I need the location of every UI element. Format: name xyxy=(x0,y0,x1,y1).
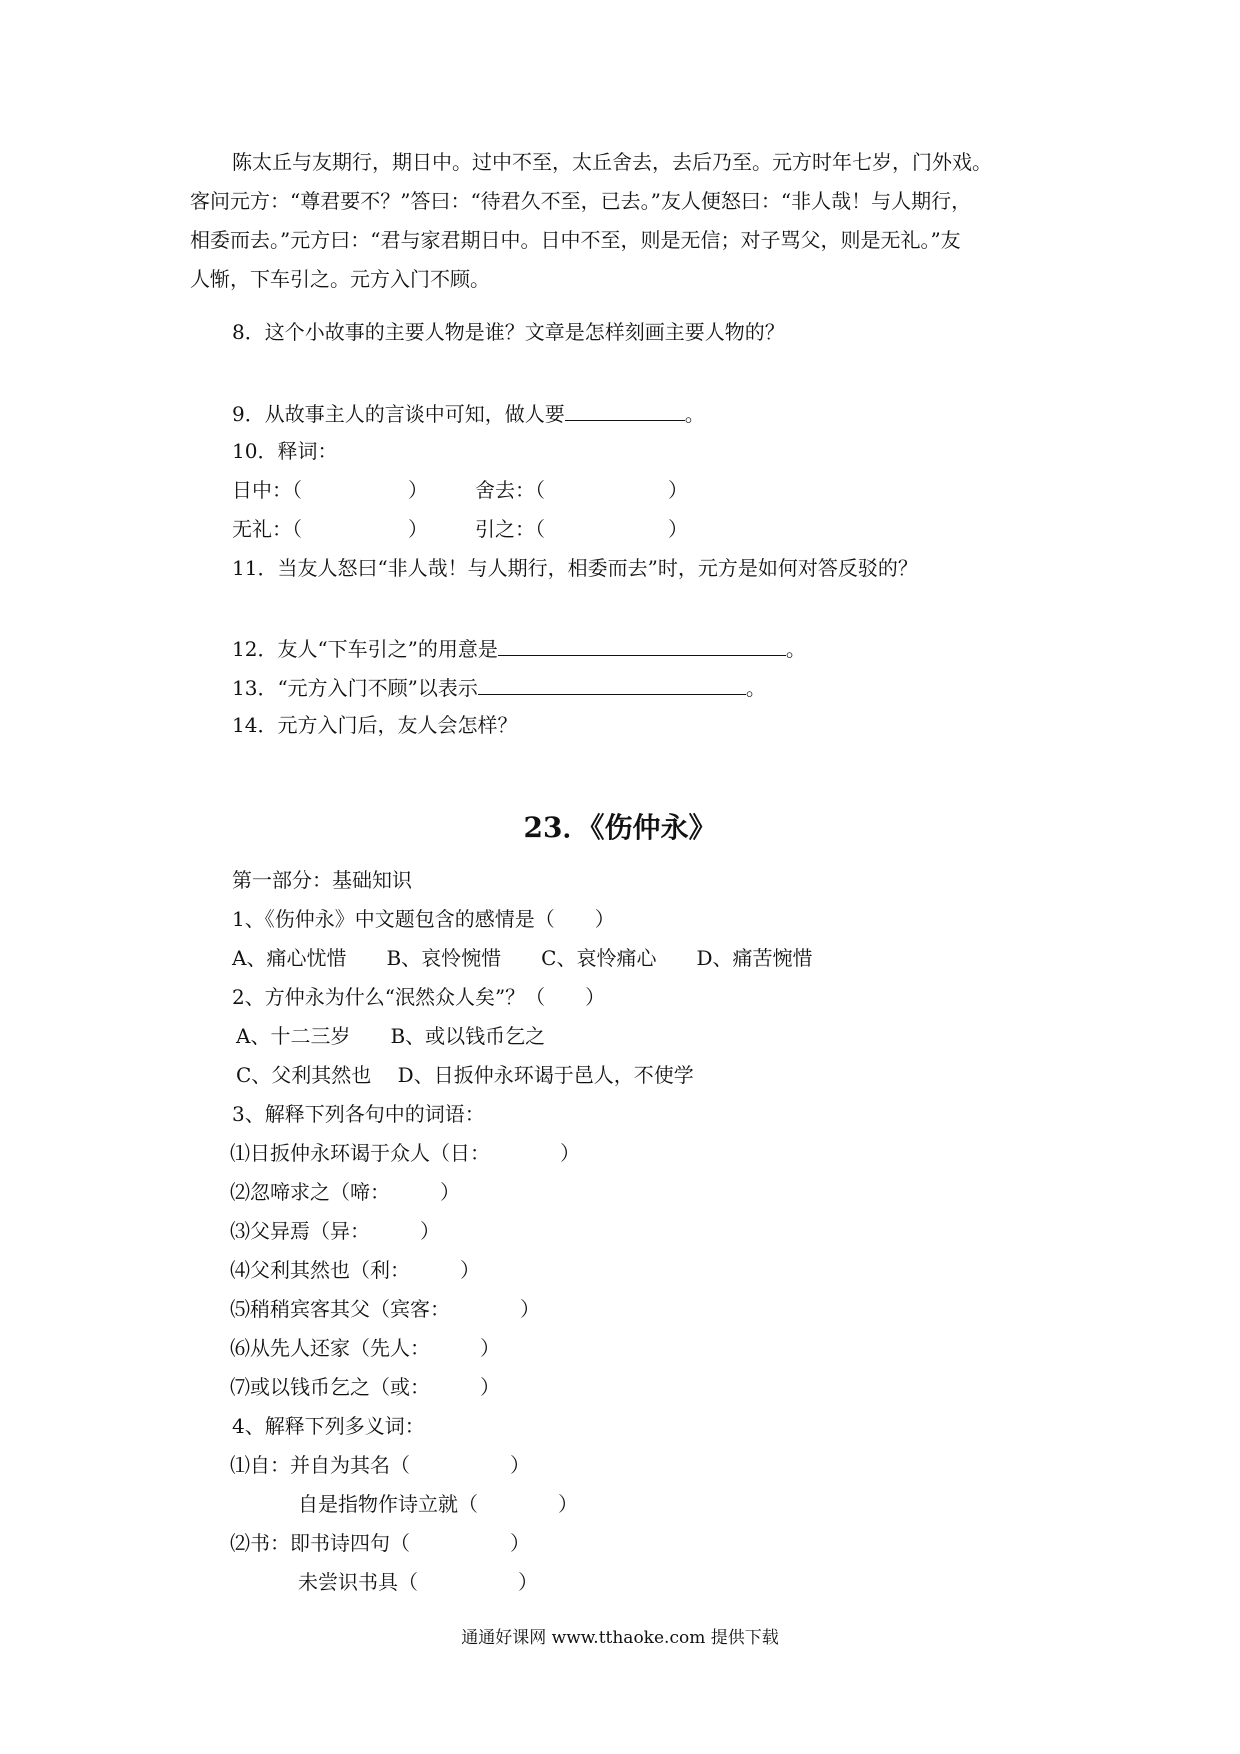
part-heading: 第一部分：基础知识 xyxy=(232,868,412,892)
s23-q4-item: 未尝识书具（ ） xyxy=(298,1570,538,1594)
question-12: 12．友人“下车引之”的用意是 。 xyxy=(232,633,806,661)
answer-blank[interactable] xyxy=(498,633,786,656)
s23-q3-item: ⑺或以钱币乞之（或： ） xyxy=(230,1375,500,1399)
s23-q3-item: ⑶父异焉（异： ） xyxy=(230,1219,440,1243)
q10-term-2: 舍去：（ xyxy=(475,478,545,502)
q10-term-4-close: ） xyxy=(668,517,688,541)
q10-term-2-close: ） xyxy=(668,478,688,502)
s23-question-4: 4、解释下列多义词： xyxy=(232,1414,425,1438)
q10-term-1: 日中：（ xyxy=(232,478,302,502)
question-14: 14．元方入门后，友人会怎样？ xyxy=(232,713,518,737)
s23-q3-item: ⑹从先人还家（先人： ） xyxy=(230,1336,500,1360)
q10-term-3: 无礼：（ xyxy=(232,517,302,541)
s23-question-1: 1、《伤仲永》中文题包含的感情是（ ） xyxy=(232,907,615,931)
q10-term-3-close: ） xyxy=(408,517,428,541)
passage-line: 陈太丘与友期行，期日中。过中不至，太丘舍去，去后乃至。元方时年七岁，门外戏。 xyxy=(232,150,992,174)
s23-q3-item: ⑷父利其然也（利： ） xyxy=(230,1258,480,1282)
s23-question-2: 2、方仲永为什么“泯然众人矣”？（ ） xyxy=(232,985,606,1009)
question-9: 9．从故事主人的言谈中可知，做人要 。 xyxy=(232,398,705,426)
s23-q3-item: ⑸稍稍宾客其父（宾客： ） xyxy=(230,1297,540,1321)
passage-line: 相委而去。”元方曰：“君与家君期日中。日中不至，则是无信；对子骂父，则是无礼。”友 xyxy=(190,228,961,252)
section-title: 23．《伤仲永》 xyxy=(523,811,717,844)
question-10: 10．释词： xyxy=(232,439,338,463)
page-footer: 通通好课网 www.tthaoke.com 提供下载 xyxy=(461,1628,779,1648)
q10-term-1-close: ） xyxy=(408,478,428,502)
s23-question-2-options: A、十二三岁 B、或以钱币乞之 xyxy=(236,1024,546,1048)
passage-line: 人惭，下车引之。元方入门不顾。 xyxy=(190,267,490,291)
s23-question-1-options: A、痛心忧惜 B、哀怜惋惜 C、哀怜痛心 D、痛苦惋惜 xyxy=(232,946,813,970)
answer-blank[interactable] xyxy=(565,398,685,421)
question-13: 13．“元方入门不顾”以表示 。 xyxy=(232,672,766,700)
s23-q4-item: ⑴自：并自为其名（ ） xyxy=(230,1453,530,1477)
s23-q3-item: ⑴日扳仲永环谒于众人（日： ） xyxy=(230,1141,580,1165)
s23-q3-item: ⑵忽啼求之（啼： ） xyxy=(230,1180,460,1204)
question-11: 11．当友人怒曰“非人哉！与人期行，相委而去”时，元方是如何对答反驳的？ xyxy=(232,556,918,580)
s23-q4-item: ⑵书：即书诗四句（ ） xyxy=(230,1531,530,1555)
answer-blank[interactable] xyxy=(478,672,746,695)
s23-question-3: 3、解释下列各句中的词语： xyxy=(232,1102,485,1126)
s23-question-2-options: C、父利其然也 D、日扳仲永环谒于邑人，不使学 xyxy=(236,1063,694,1087)
q10-term-4: 引之：（ xyxy=(475,517,545,541)
passage-line: 客问元方：“尊君要不？”答曰：“待君久不至，已去。”友人便怒曰：“非人哉！与人期行， xyxy=(190,189,972,213)
s23-q4-item: 自是指物作诗立就（ ） xyxy=(298,1492,578,1516)
question-8: 8．这个小故事的主要人物是谁？文章是怎样刻画主要人物的？ xyxy=(232,320,785,344)
